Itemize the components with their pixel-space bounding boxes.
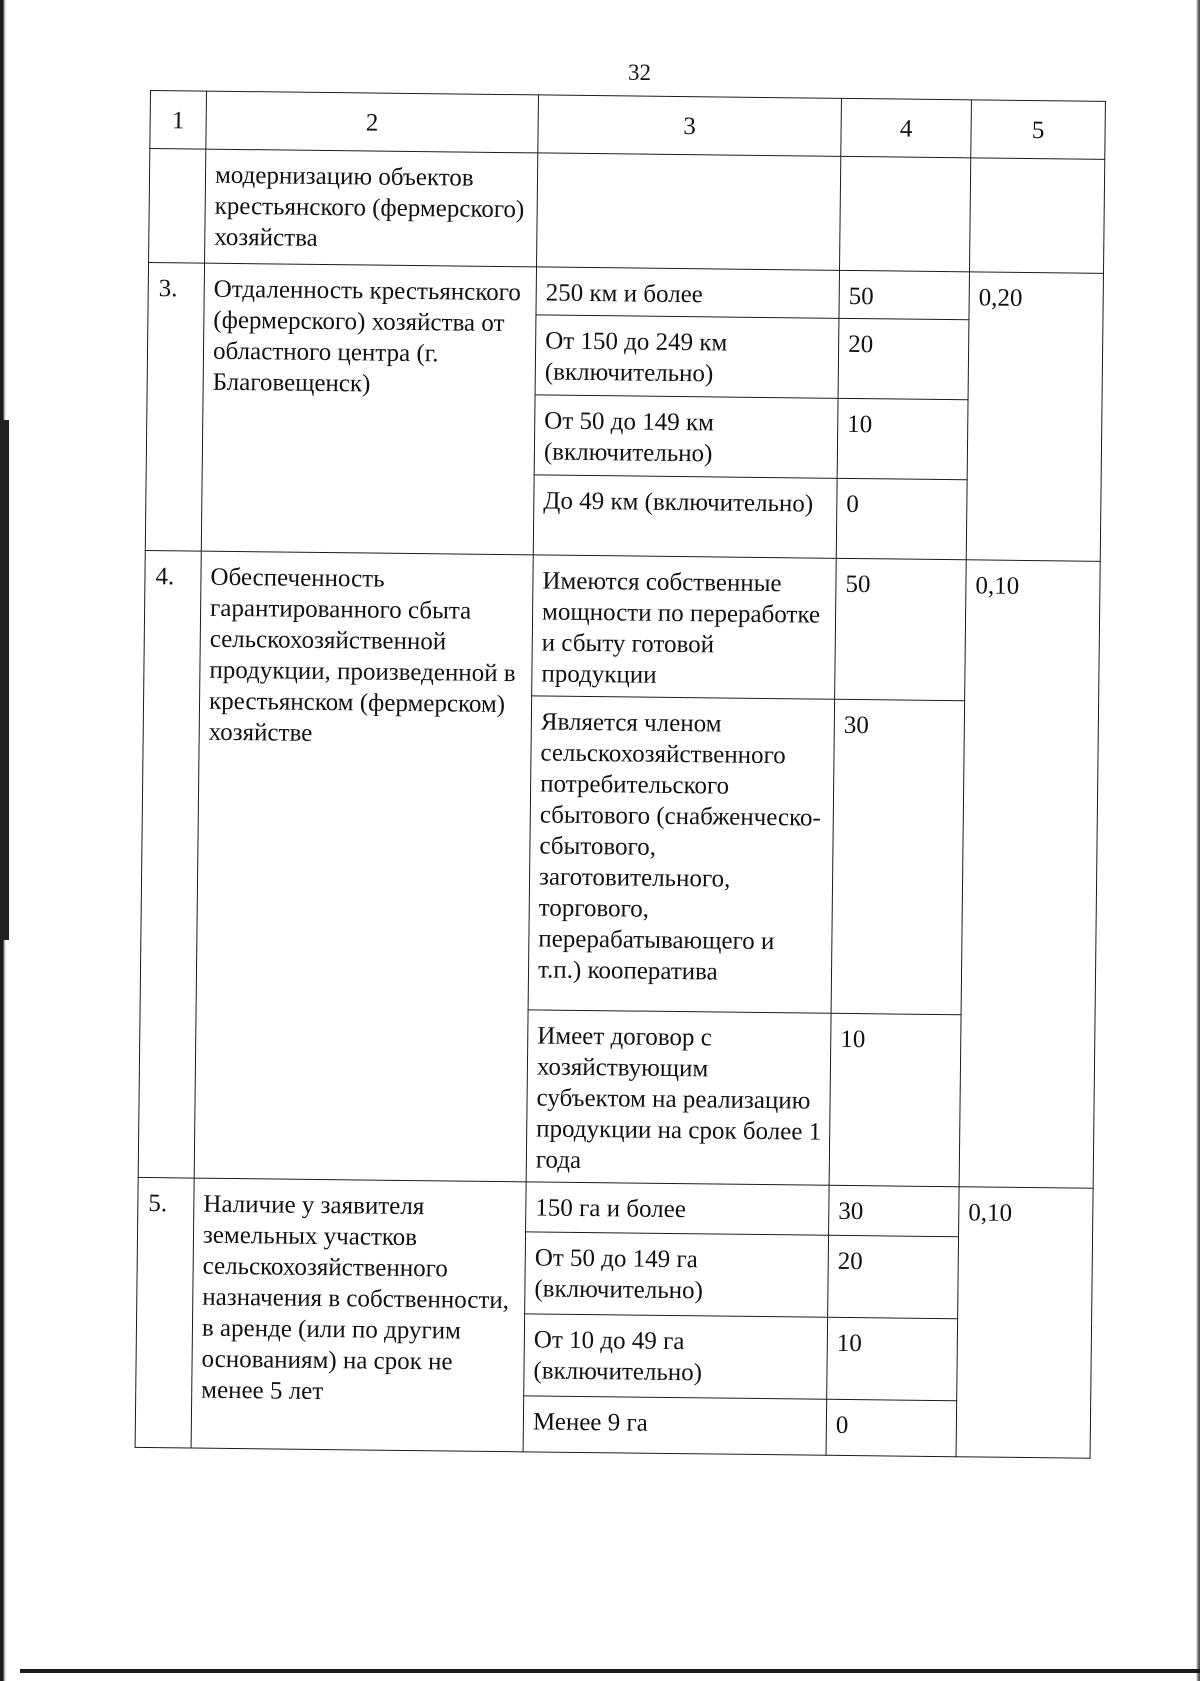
row-5-score-1: 30 (829, 1185, 960, 1236)
row-3-score-2: 20 (838, 318, 969, 399)
row-5-score-2: 20 (828, 1235, 959, 1318)
criteria-table (135, 90, 1106, 1459)
row-5-weight: 0,10 (956, 1187, 1093, 1459)
header-col-5: 5 (971, 100, 1106, 160)
continuation-weight-cell (969, 158, 1104, 274)
row-4-option-1: Имеются собственные мощности по переработке и сбыту готовой продукции (532, 555, 837, 699)
row-5-criterion: Наличие у заявителя земельных участков сельскохозяйственного назначения в собственности, в аренде (или по другим основаниям) на срок не менее 5 лет (191, 1178, 526, 1452)
row-5-option-1: 150 га и более (526, 1182, 830, 1235)
table-header-row (150, 91, 1106, 160)
table-row-5 (138, 1177, 1094, 1238)
scan-edge-mark (0, 420, 9, 940)
criteria-table-wrapper (135, 90, 1105, 1459)
row-3-option-1: 250 км и более (536, 267, 840, 318)
row-3-score-3: 10 (837, 398, 968, 479)
scan-edge-left (0, 0, 6, 1681)
row-3-score-4: 0 (836, 478, 967, 559)
continuation-option-cell (537, 153, 841, 270)
row-3-criterion: Отдаленность крестьянского (фермерского) хозяйства от областного центра (г. Благовещенск) (201, 263, 536, 555)
row-5-number: 5. (135, 1177, 194, 1448)
row-3-option-2: От 150 до 249 км (включительно) (535, 315, 839, 398)
header-col-2: 2 (206, 91, 539, 153)
row-4-option-3: Имеет договор с хозяйствующим субъектом на реализацию продукции на срок более 1 года (526, 1010, 831, 1185)
page-number: 32 (628, 60, 651, 85)
row-4-score-1: 50 (835, 558, 967, 700)
table-row-continuation (149, 149, 1105, 274)
row-3-option-4: До 49 км (включительно) (533, 475, 837, 558)
header-col-3: 3 (538, 95, 842, 156)
row-4-number: 4. (138, 550, 201, 1178)
row-3-score-1: 50 (839, 270, 970, 319)
scan-edge-bottom (20, 1669, 1200, 1673)
scan-edge-right (1196, 0, 1200, 1681)
header-col-1: 1 (150, 91, 207, 150)
row-4-criterion: Обеспеченность гарантированного сбыта сельскохозяйственной продукции, произведенной в крестьянском (фермерском) хозяйстве (194, 551, 533, 1182)
row-4-score-3: 10 (829, 1013, 961, 1186)
row-5-option-2: От 50 до 149 га (включительно) (525, 1232, 829, 1317)
header-col-4: 4 (841, 98, 972, 157)
table-row-3 (148, 262, 1103, 321)
continuation-criterion: модернизацию объектов крестьянского (фермерского) хозяйства (205, 149, 538, 267)
row-4-option-2: Является членом сельскохозяйственного потребительского сбытового (снабженческо-сбытового, заготовительного, торгового, перерабатывающего и т.п.) кооператива (528, 696, 835, 1013)
continuation-score-cell (839, 156, 970, 271)
row-5-option-4: Менее 9 га (523, 1396, 827, 1455)
row-3-option-3: От 50 до 149 км (включительно) (534, 395, 838, 478)
row-3-weight: 0,20 (966, 272, 1103, 562)
row-4-weight: 0,10 (959, 560, 1100, 1188)
row-5-option-3: От 10 до 49 га (включительно) (524, 1314, 828, 1399)
row-4-score-2: 30 (831, 699, 965, 1014)
continuation-number-cell (149, 149, 206, 264)
table-row-4 (144, 550, 1101, 702)
row-5-score-3: 10 (827, 1317, 958, 1400)
row-5-score-4: 0 (826, 1399, 957, 1456)
row-3-number: 3. (145, 262, 204, 551)
